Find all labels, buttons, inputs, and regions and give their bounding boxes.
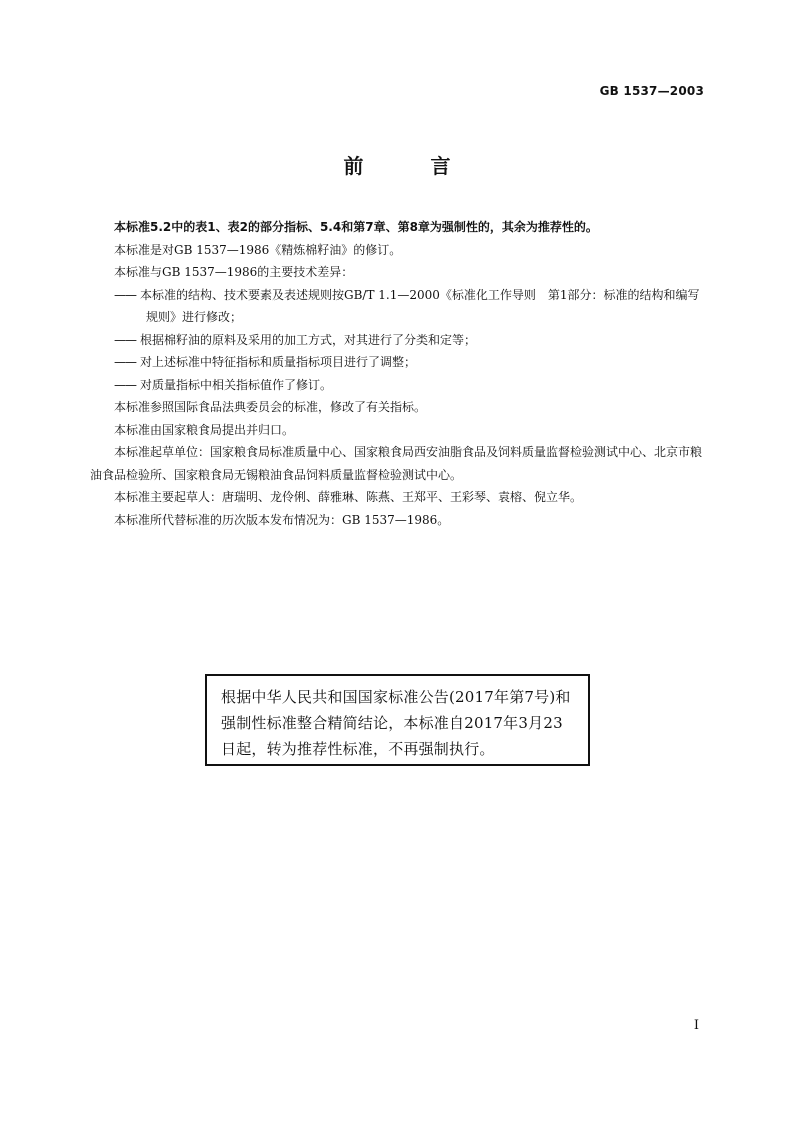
dash-marker: —— xyxy=(114,377,136,392)
dash-marker: —— xyxy=(114,355,136,369)
change-text: 根据棉籽油的原料及采用的加工方式，对其进行了分类和定等； xyxy=(140,332,477,347)
change-list-item xyxy=(90,329,704,352)
proposed-by-paragraph: 本标准由国家粮食局提出并归口。 xyxy=(114,422,295,437)
change-list-item xyxy=(90,351,704,374)
status-notice-text: 根据中华人民共和国国家标准公告(2017年第7号)和强制性标准整合精简结论，本标准自2017年3月23日起，转为推荐性标准，不再强制执行。 xyxy=(221,688,571,758)
standard-code: GB 1537—2003 xyxy=(599,84,704,98)
reference-paragraph: 本标准参照国际食品法典委员会的标准，修改了有关指标。 xyxy=(114,400,427,414)
revision-paragraph: 本标准是对GB 1537—1986《精炼棉籽油》的修订。 xyxy=(114,242,402,257)
status-notice-box xyxy=(205,674,590,766)
changes-intro-paragraph: 本标准与GB 1537—1986的主要技术差异： xyxy=(114,265,354,279)
mandatory-clause-paragraph: 本标准5.2中的表1、表2的部分指标、5.4和第7章、第8章为强制性的，其余为推荐性的。 xyxy=(114,220,598,234)
dash-marker: —— xyxy=(114,332,136,347)
drafting-units-paragraph: 本标准起草单位：国家粮食局标准质量中心、国家粮食局西安油脂食品及饲料质量监督检验测试中心、北京市粮油食品检验所、国家粮食局无锡粮油食品饲料质量监督检验测试中心。 xyxy=(90,445,703,482)
page-title: 前 言 xyxy=(343,154,481,178)
drafters-paragraph: 本标准主要起草人：唐瑞明、龙伶俐、薛雅琳、陈燕、王郑平、王彩琴、袁榕、倪立华。 xyxy=(114,490,583,504)
change-text: 对质量指标中相关指标值作了修订。 xyxy=(140,377,333,392)
change-text: 本标准的结构、技术要素及表述规则按GB/T 1.1—2000《标准化工作导则 第1部分：标准的结构和编写规则》进行修改； xyxy=(140,287,700,324)
page-number: I xyxy=(693,1018,699,1033)
change-list-item xyxy=(90,284,704,329)
change-list-item xyxy=(90,374,704,397)
history-paragraph: 本标准所代替标准的历次版本发布情况为：GB 1537—1986。 xyxy=(114,512,450,527)
dash-marker: —— xyxy=(114,287,136,302)
change-text: 对上述标准中特征指标和质量指标项目进行了调整； xyxy=(140,355,417,369)
foreword-body xyxy=(90,216,704,531)
